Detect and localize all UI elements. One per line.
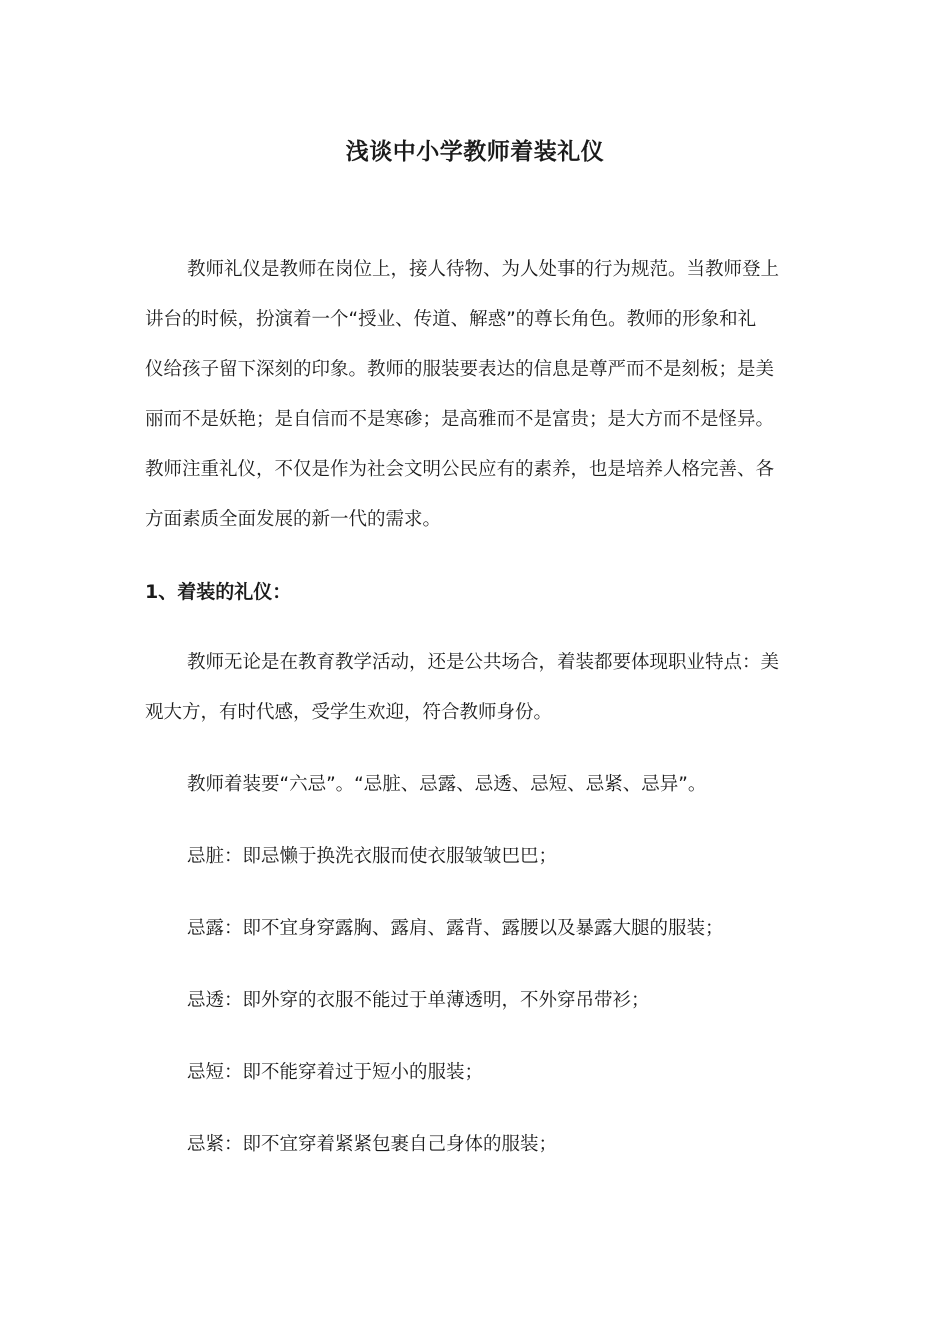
section1-paragraph bbox=[145, 638, 805, 738]
section1-line: 教师无论是在教育教学活动，还是公共场合，着装都要体现职业特点：美 bbox=[187, 652, 780, 673]
section-heading: 1、着装的礼仪： bbox=[145, 581, 292, 603]
taboo-item: 忌紧：即不宜穿着紧紧包裹自己身体的服装； bbox=[187, 1134, 558, 1155]
taboo-item: 忌透：即外穿的衣服不能过于单薄透明，不外穿吊带衫； bbox=[187, 990, 650, 1011]
intro-line: 教师礼仪是教师在岗位上，接人待物、为人处事的行为规范。当教师登上 bbox=[187, 259, 780, 280]
taboo-item: 忌短：即不能穿着过于短小的服装； bbox=[187, 1062, 484, 1083]
taboo-item: 忌脏：即忌懒于换洗衣服而使衣服皱皱巴巴； bbox=[187, 846, 558, 867]
intro-paragraph bbox=[145, 245, 805, 545]
intro-line: 方面素质全面发展的新一代的需求。 bbox=[145, 509, 442, 530]
intro-line: 丽而不是妖艳；是自信而不是寒碜；是高雅而不是富贵；是大方而不是怪异。 bbox=[145, 409, 775, 430]
intro-line: 讲台的时候，扮演着一个“授业、传道、解惑”的尊长角色。教师的形象和礼 bbox=[145, 309, 757, 330]
section1-line: 观大方，有时代感，受学生欢迎，符合教师身份。 bbox=[145, 702, 553, 723]
six-taboos-line: 教师着装要“六忌”。“忌脏、忌露、忌透、忌短、忌紧、忌异”。 bbox=[187, 774, 707, 795]
document-title: 浅谈中小学教师着装礼仪 bbox=[345, 139, 605, 165]
intro-line: 仪给孩子留下深刻的印象。教师的服装要表达的信息是尊严而不是刻板；是美 bbox=[145, 359, 775, 380]
intro-line: 教师注重礼仪，不仅是作为社会文明公民应有的素养，也是培养人格完善、各 bbox=[145, 459, 775, 480]
taboo-item: 忌露：即不宜身穿露胸、露肩、露背、露腰以及暴露大腿的服装； bbox=[187, 918, 724, 939]
